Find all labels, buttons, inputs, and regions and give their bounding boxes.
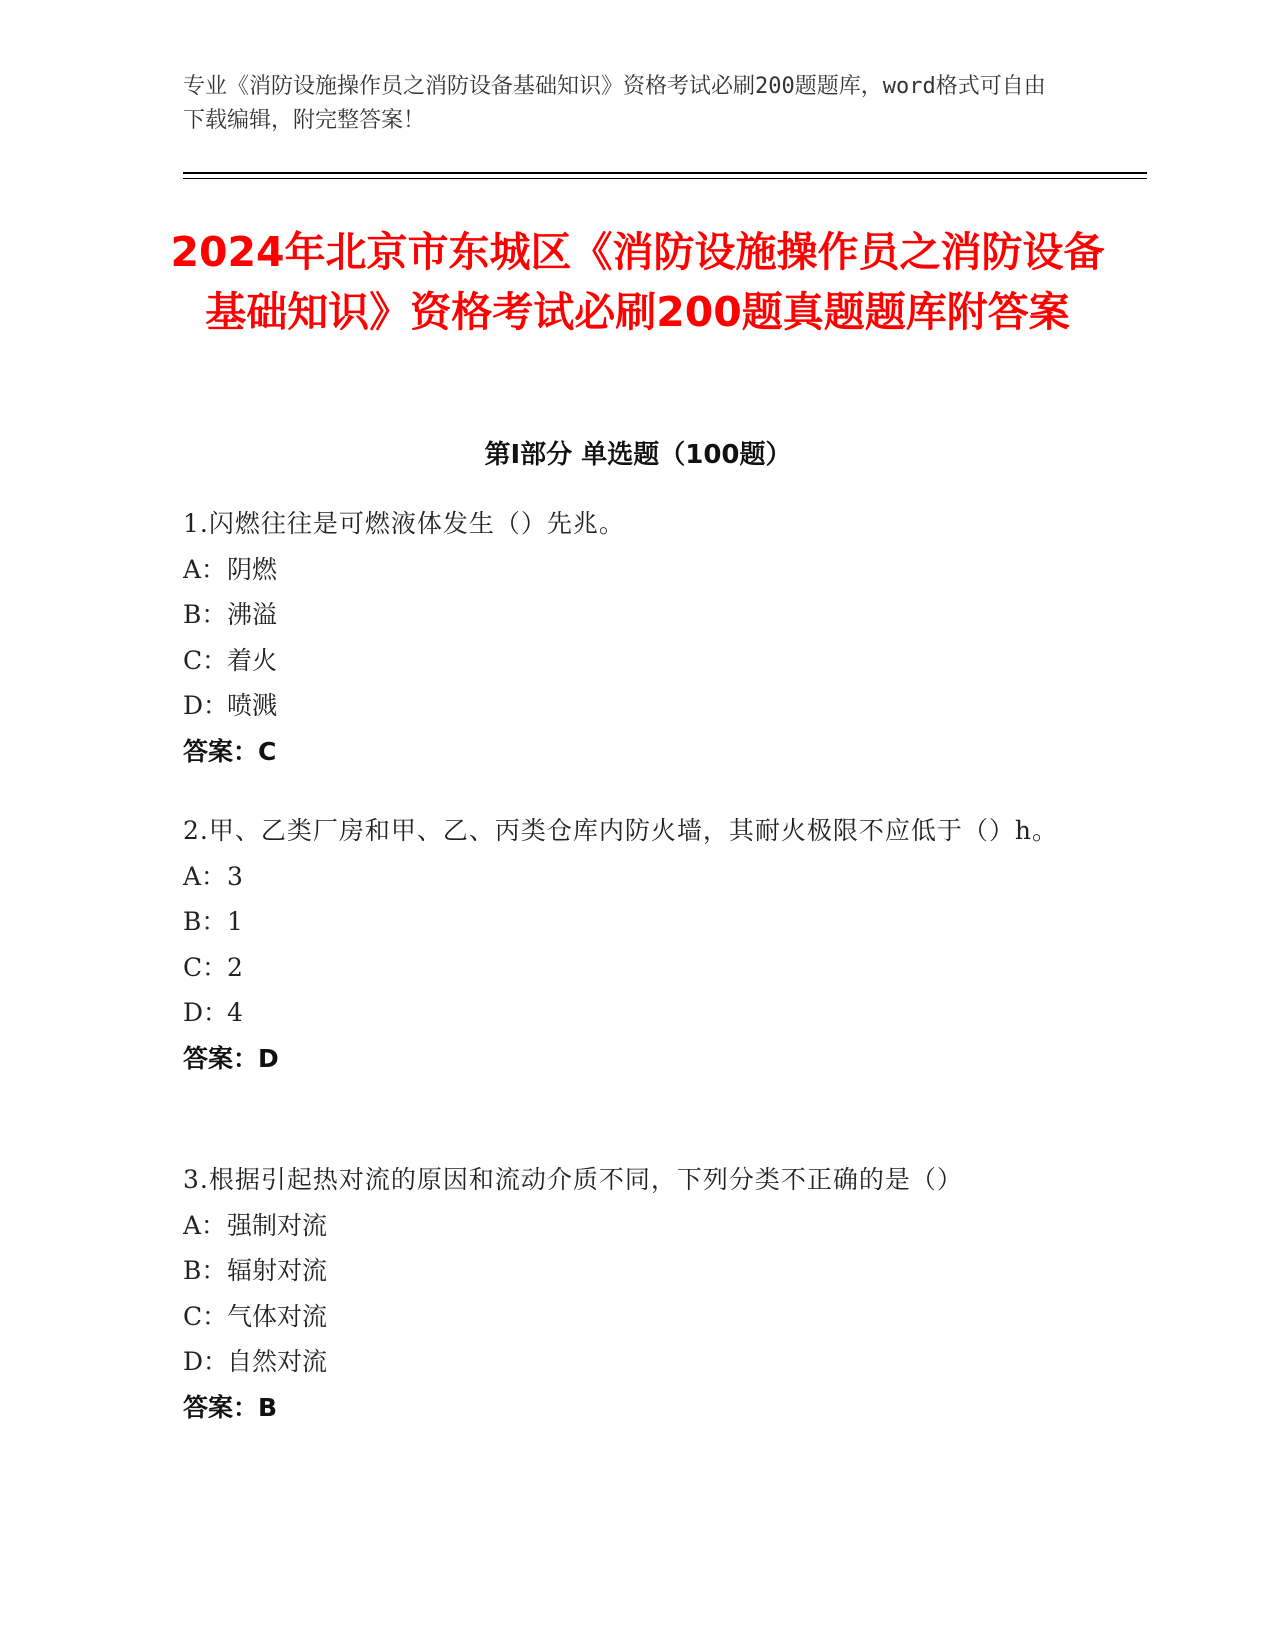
option-c <box>183 638 1073 684</box>
option-a <box>183 854 1073 900</box>
option-b <box>183 899 1073 945</box>
option-text: 2 <box>227 952 243 982</box>
option-text: 阴燃 <box>227 554 278 584</box>
option-text: 3 <box>227 861 243 891</box>
option-text: 自然对流 <box>227 1347 328 1376</box>
option-text: 4 <box>227 998 243 1027</box>
option-letter: C： <box>183 645 228 675</box>
option-text: 强制对流 <box>227 1210 328 1240</box>
option-text: 辐射对流 <box>227 1256 328 1285</box>
option-letter: A： <box>183 554 227 584</box>
option-letter: A： <box>183 861 227 891</box>
document-title: 2024年北京市东城区《消防设施操作员之消防设备基础知识》资格考试必刷200题真题题库附答案 <box>170 228 1105 336</box>
option-d <box>183 1339 1073 1385</box>
option-text: 着火 <box>227 645 278 675</box>
option-text: 气体对流 <box>227 1301 328 1331</box>
option-letter: B： <box>183 600 227 629</box>
option-a <box>183 1203 1073 1249</box>
option-letter: D： <box>183 691 229 720</box>
answer-line: 答案：C <box>183 736 277 766</box>
option-c <box>183 1294 1073 1340</box>
option-text: 1 <box>227 907 243 936</box>
question-2 <box>183 808 1073 1081</box>
option-letter: B： <box>183 907 227 936</box>
option-d <box>183 990 1073 1036</box>
header-divider-thin <box>183 178 1147 179</box>
option-letter: D： <box>183 1347 229 1376</box>
option-d <box>183 683 1073 729</box>
question-stem: 1.闪燃往往是可燃液体发生（）先兆。 <box>183 509 625 538</box>
option-letter: C： <box>183 1301 228 1331</box>
question-1 <box>183 501 1073 774</box>
option-letter: A： <box>183 1210 227 1240</box>
answer-line: 答案：B <box>183 1392 278 1422</box>
option-text: 沸溢 <box>227 600 278 629</box>
answer-line: 答案：D <box>183 1043 279 1073</box>
question-3 <box>183 1157 1073 1430</box>
option-b <box>183 1248 1073 1294</box>
question-stem: 2.甲、乙类厂房和甲、乙、丙类仓库内防火墙，其耐火极限不应低于（）h。 <box>183 816 1058 845</box>
question-stem: 3.根据引起热对流的原因和流动介质不同，下列分类不正确的是（） <box>183 1165 963 1194</box>
option-b <box>183 592 1073 638</box>
header-note: 专业《消防设施操作员之消防设备基础知识》资格考试必刷200题题库，word格式可自由下载编辑，附完整答案！ <box>183 74 1046 133</box>
option-letter: C： <box>183 952 228 982</box>
option-c <box>183 945 1073 991</box>
header-divider-thick <box>183 172 1147 174</box>
option-a <box>183 547 1073 593</box>
option-text: 喷溅 <box>227 691 278 720</box>
option-letter: D： <box>183 998 229 1027</box>
section-heading: 第I部分 单选题（100题） <box>484 440 792 470</box>
option-letter: B： <box>183 1256 227 1285</box>
